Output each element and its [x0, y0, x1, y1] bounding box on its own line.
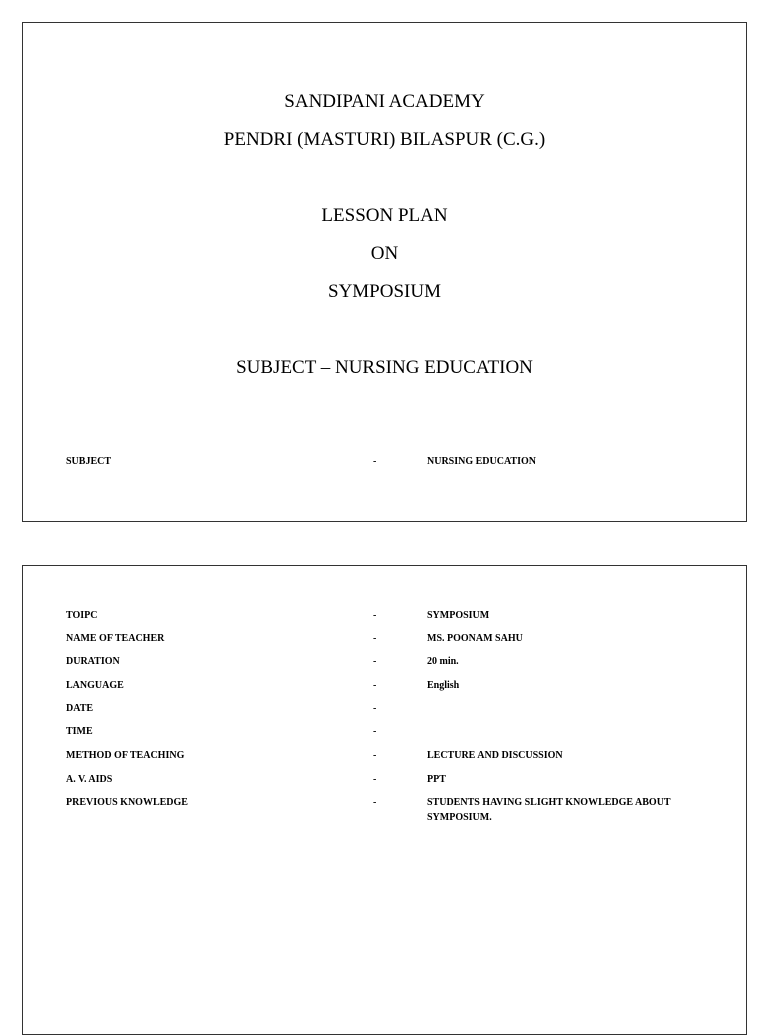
- field-row: [23, 632, 746, 646]
- field-key: A. V. AIDS: [66, 774, 113, 785]
- field-value: English: [427, 680, 460, 691]
- doc-type-heading: LESSON PLAN: [321, 205, 448, 226]
- field-dash: -: [373, 774, 377, 785]
- field-key: METHOD OF TEACHING: [66, 750, 185, 761]
- topic-heading: SYMPOSIUM: [328, 281, 441, 302]
- field-row: [23, 455, 746, 469]
- field-key: DATE: [66, 703, 94, 714]
- field-row: [23, 773, 746, 787]
- field-dash: -: [373, 750, 377, 761]
- field-dash: -: [373, 633, 377, 644]
- subject-heading: SUBJECT – NURSING EDUCATION: [236, 357, 533, 378]
- field-value: STUDENTS HAVING SLIGHT KNOWLEDGE ABOUT: [427, 797, 671, 808]
- field-row: [23, 679, 746, 693]
- institution-name: SANDIPANI ACADEMY: [284, 91, 485, 112]
- field-key: DURATION: [66, 656, 120, 667]
- field-value: MS. POONAM SAHU: [427, 633, 523, 644]
- field-value-continued: SYMPOSIUM.: [427, 812, 492, 823]
- field-key: SUBJECT: [66, 456, 112, 467]
- field-dash: -: [373, 456, 377, 467]
- field-key: TIME: [66, 726, 93, 737]
- institution-location: PENDRI (MASTURI) BILASPUR (C.G.): [223, 129, 546, 150]
- field-key: NAME OF TEACHER: [66, 633, 165, 644]
- field-key: LANGUAGE: [66, 680, 124, 691]
- field-dash: -: [373, 797, 377, 808]
- field-row: [23, 749, 746, 763]
- field-value: 20 min.: [427, 656, 459, 667]
- field-row: [23, 796, 746, 823]
- field-row: [23, 725, 746, 739]
- field-row: [23, 609, 746, 623]
- field-value: NURSING EDUCATION: [427, 456, 536, 467]
- on-heading: ON: [370, 243, 399, 264]
- field-row: [23, 655, 746, 669]
- field-dash: -: [373, 703, 377, 714]
- field-value: SYMPOSIUM: [427, 610, 490, 621]
- field-row: [23, 702, 746, 716]
- field-value: LECTURE AND DISCUSSION: [427, 750, 563, 761]
- field-key: TOIPC: [66, 610, 98, 621]
- document-page-2: [22, 565, 747, 1035]
- field-value: PPT: [427, 774, 446, 785]
- field-key: PREVIOUS KNOWLEDGE: [66, 797, 188, 808]
- field-dash: -: [373, 610, 377, 621]
- document-page-1: [22, 22, 747, 522]
- field-dash: -: [373, 680, 377, 691]
- field-dash: -: [373, 726, 377, 737]
- field-dash: -: [373, 656, 377, 667]
